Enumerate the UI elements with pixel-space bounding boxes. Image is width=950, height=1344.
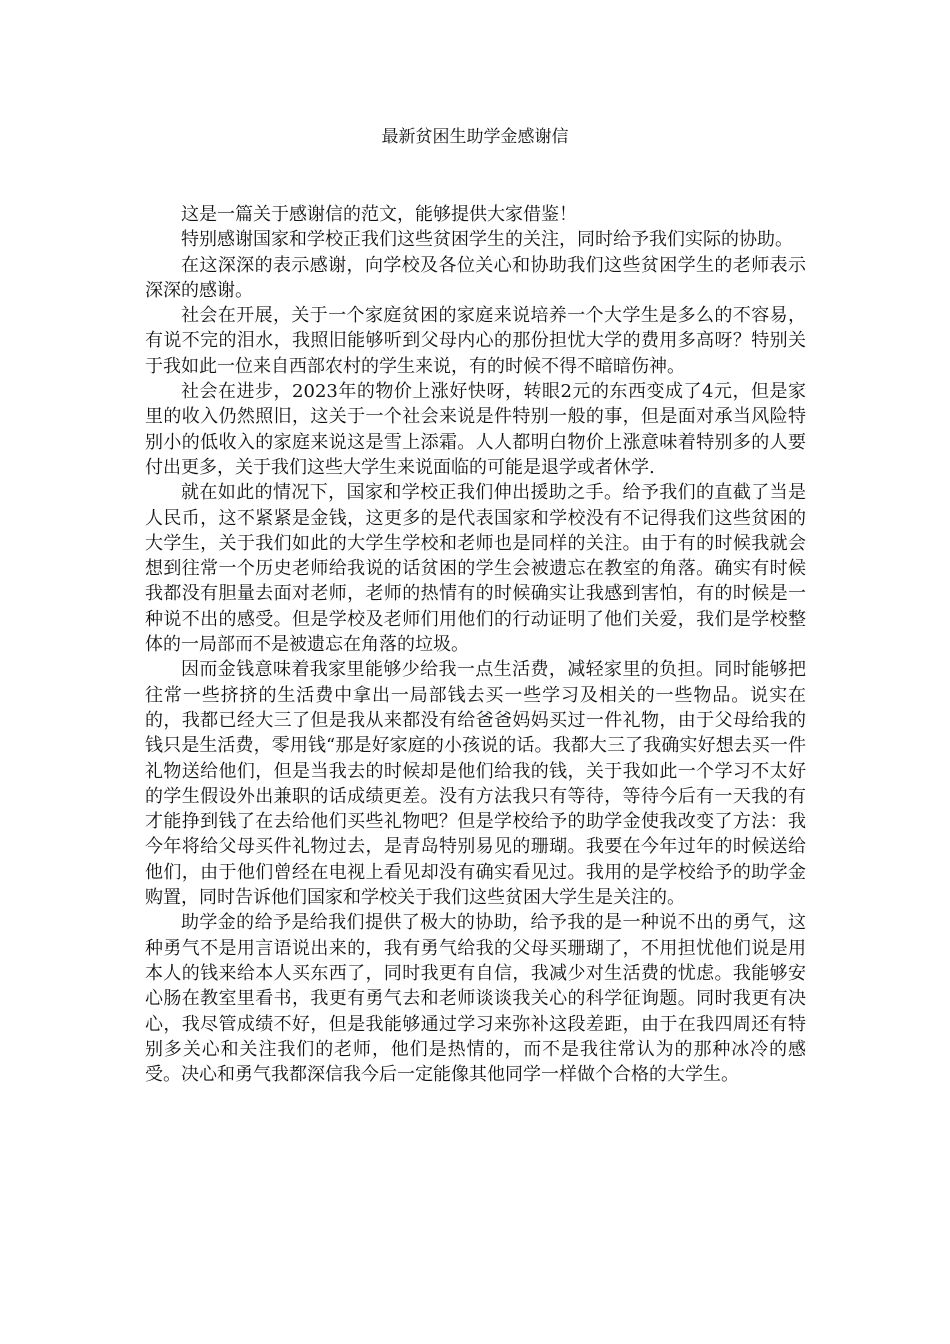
paragraph: 在这深深的表示感谢，向学校及各位关心和协助我们这些贫困学生的老师表示深深的感谢。: [145, 254, 806, 301]
paragraph: 因而金钱意味着我家里能够少给我一点生活费，减轻家里的负担。同时能够把往常一些挤挤的生活费中拿出一局部钱去买一些学习及相关的一些物品。说实在的，我都已经大三了但是我从来都没有给爸爸妈妈买过一件礼物，由于父母给我的钱只是生活费，零用钱“那是好家庭的小孩说的话。我都大三了我确实好想去买一件礼物送给他们，但是当我去的时候却是他们给我的钱，关于我如此一个学习不太好的学生假设外出兼职的话成绩更差。没有方法我只有等待，等待今后有一天我的有才能挣到钱了在去给他们买些礼物吧？但是学校给予的助学金使我改变了方法：我今年将给父母买件礼物过去，是青岛特别易见的珊瑚。我要在今年过年的时候送给他们，由于他们曾经在电视上看见却没有确实看见过。我用的是学校给予的助学金购置，同时告诉他们国家和学校关于我们这些贫困大学生是关注的。: [145, 659, 806, 909]
paragraph: 社会在开展，关于一个家庭贫困的家庭来说培养一个大学生是多么的不容易，有说不完的泪水，我照旧能够听到父母内心的那份担忧大学的费用多高呀？特别关于我如此一位来自西部农村的学生来说，有的时候不得不暗暗伤神。: [145, 305, 806, 377]
document-title: 最新贫困生助学金感谢信: [381, 127, 569, 147]
document-body: [145, 202, 806, 1087]
paragraph: 就在如此的情况下，国家和学校正我们伸出援助之手。给予我们的直截了当是人民币，这不紧紧是金钱，这更多的是代表国家和学校没有不记得我们这些贫困的大学生，关于我们如此的大学生学校和老师也是同样的关注。由于有的时候我就会想到往常一个历史老师给我说的话贫困的学生会被遗忘在教室的角落。确实有时候我都没有胆量去面对老师，老师的热情有的时候确实让我感到害怕，有的时候是一种说不出的感受。但是学校及老师们用他们的行动证明了他们关爱，我们是学校整体的一局部而不是被遗忘在角落的垃圾。: [145, 482, 806, 656]
paragraph: 助学金的给予是给我们提供了极大的协助，给予我的是一种说不出的勇气，这种勇气不是用言语说出来的，我有勇气给我的父母买珊瑚了，不用担忧他们说是用本人的钱来给本人买东西了，同时我更有自信，我减少对生活费的忧虑。我能够安心肠在教室里看书，我更有勇气去和老师谈谈我关心的科学征询题。同时我更有决心，我尽管成绩不好，但是我能够通过学习来弥补这段差距，由于在我四周还有特别多关心和关注我们的老师，他们是热情的，而不是我往常认为的那种冰冷的感受。决心和勇气我都深信我今后一定能像其他同学一样做个合格的大学生。: [145, 912, 806, 1086]
paragraph: 特别感谢国家和学校正我们这些贫困学生的关注，同时给予我们实际的协助。: [181, 229, 793, 251]
paragraph: 这是一篇关于感谢信的范文，能够提供大家借鉴！: [181, 204, 577, 225]
paragraph: 社会在进步，2023年的物价上涨好快呀，转眼2元的东西变成了4元，但是家里的收入仍然照旧，这关于一个社会来说是件特别一般的事，但是面对承当风险特别小的低收入的家庭来说这是雪上添霜。人人都明白物价上涨意味着特别多的人要付出更多，关于我们这些大学生来说面临的可能是退学或者休学.: [145, 381, 806, 478]
